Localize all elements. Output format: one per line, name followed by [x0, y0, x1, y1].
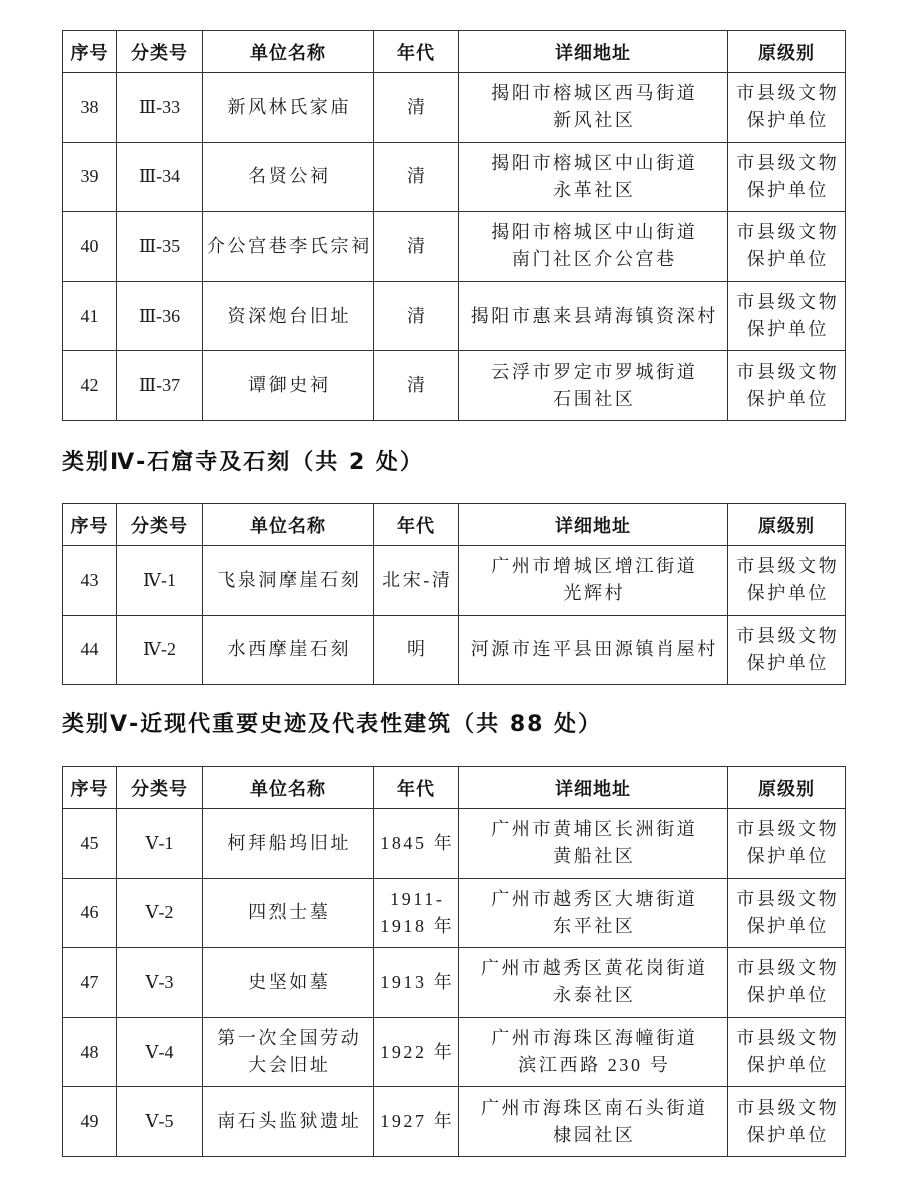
cell-code — [117, 615, 203, 685]
heritage-table-continued — [62, 30, 845, 421]
header-era: 年代 — [374, 767, 459, 809]
cell-line: 市县级文物 — [736, 888, 840, 909]
cell-line: 四烈士墓 — [248, 902, 331, 923]
cell-line: 市县级文物 — [736, 361, 840, 382]
table-header-row — [63, 504, 846, 546]
cell-line: 清 — [406, 375, 428, 396]
cell-line: 北宋-清 — [382, 569, 453, 590]
cell-line: 45 — [80, 832, 99, 853]
cell-line: 市县级文物 — [736, 222, 840, 243]
cell-name — [203, 615, 374, 685]
cell-code — [117, 73, 203, 143]
cell-line: 广州市海珠区南石头街道 — [480, 1097, 708, 1118]
cell-name — [203, 212, 374, 282]
cell-line: 市县级文物 — [736, 1028, 840, 1049]
heritage-table-category-5 — [62, 766, 845, 1157]
cell-address — [459, 212, 728, 282]
cell-line: 广州市黄埔区长洲街道 — [491, 819, 698, 840]
cell-line: 保护单位 — [746, 915, 829, 936]
cell-no — [63, 73, 117, 143]
cell-code — [117, 948, 203, 1018]
cell-era — [374, 1087, 459, 1157]
cell-era — [374, 546, 459, 616]
cell-line: 46 — [80, 902, 99, 923]
header-level: 原级别 — [728, 31, 846, 73]
cell-address — [459, 281, 728, 351]
cell-name — [203, 1017, 374, 1087]
cell-line: Ⅲ-36 — [138, 305, 181, 326]
cell-era — [374, 615, 459, 685]
cell-no — [63, 142, 117, 212]
cell-code — [117, 281, 203, 351]
cell-code — [117, 1017, 203, 1087]
cell-address — [459, 948, 728, 1018]
cell-line: 棣园社区 — [553, 1124, 636, 1145]
cell-no — [63, 1017, 117, 1087]
header-address: 详细地址 — [459, 504, 728, 546]
cell-line: 石围社区 — [553, 388, 636, 409]
cell-code — [117, 212, 203, 282]
header-era: 年代 — [374, 504, 459, 546]
cell-address — [459, 615, 728, 685]
cell-no — [63, 809, 117, 879]
cell-line: 43 — [80, 569, 99, 590]
cell-line: 保护单位 — [746, 388, 829, 409]
heritage-table — [62, 766, 846, 1157]
header-name: 单位名称 — [203, 767, 374, 809]
cell-line: 明 — [406, 639, 428, 660]
cell-line: 49 — [80, 1111, 99, 1132]
header-level: 原级别 — [728, 767, 846, 809]
cell-line: 南门社区介公宫巷 — [511, 249, 677, 270]
header-name: 单位名称 — [203, 504, 374, 546]
cell-line: 揭阳市榕城区中山街道 — [491, 222, 698, 243]
cell-era — [374, 878, 459, 948]
cell-level — [728, 212, 846, 282]
cell-name — [203, 948, 374, 1018]
cell-line: 市县级文物 — [736, 556, 840, 577]
cell-line: 市县级文物 — [736, 625, 840, 646]
cell-no — [63, 1087, 117, 1157]
cell-line: 市县级文物 — [736, 292, 840, 313]
cell-address — [459, 73, 728, 143]
cell-address — [459, 546, 728, 616]
cell-name — [203, 351, 374, 421]
cell-line: 广州市越秀区黄花岗街道 — [480, 958, 708, 979]
cell-level — [728, 351, 846, 421]
cell-no — [63, 615, 117, 685]
header-code: 分类号 — [117, 767, 203, 809]
cell-line: 44 — [80, 639, 99, 660]
table-row — [63, 1017, 846, 1087]
cell-line: Ⅴ-3 — [145, 971, 174, 992]
cell-era — [374, 948, 459, 1018]
cell-line: 保护单位 — [746, 179, 829, 200]
cell-line: Ⅳ-1 — [143, 569, 176, 590]
cell-line: 1845 年 — [380, 832, 455, 853]
table-row — [63, 142, 846, 212]
cell-line: 揭阳市榕城区中山街道 — [491, 152, 698, 173]
cell-level — [728, 1017, 846, 1087]
cell-name — [203, 73, 374, 143]
cell-level — [728, 142, 846, 212]
cell-era — [374, 1017, 459, 1087]
cell-no — [63, 212, 117, 282]
cell-code — [117, 809, 203, 879]
cell-era — [374, 73, 459, 143]
cell-code — [117, 1087, 203, 1157]
section-heading-category-4: 类别Ⅳ-石窟寺及石刻（共 2 处） — [62, 450, 424, 475]
cell-line: 42 — [80, 375, 99, 396]
table-row — [63, 212, 846, 282]
cell-line: 保护单位 — [746, 1124, 829, 1145]
table-row — [63, 351, 846, 421]
cell-level — [728, 73, 846, 143]
header-no: 序号 — [63, 504, 117, 546]
table-row — [63, 281, 846, 351]
cell-line: 38 — [80, 96, 99, 117]
cell-line: 飞泉洞摩崖石刻 — [217, 569, 362, 590]
cell-line: Ⅴ-5 — [145, 1111, 174, 1132]
cell-address — [459, 351, 728, 421]
cell-line: 1918 年 — [380, 915, 455, 936]
cell-line: 大会旧址 — [248, 1055, 331, 1076]
cell-line: 41 — [80, 305, 99, 326]
cell-line: 1922 年 — [380, 1041, 455, 1062]
cell-era — [374, 281, 459, 351]
header-no: 序号 — [63, 767, 117, 809]
cell-line: 47 — [80, 971, 99, 992]
cell-name — [203, 878, 374, 948]
heritage-table — [62, 503, 846, 685]
cell-level — [728, 281, 846, 351]
table-row — [63, 809, 846, 879]
header-address: 详细地址 — [459, 767, 728, 809]
header-code: 分类号 — [117, 504, 203, 546]
cell-address — [459, 1087, 728, 1157]
cell-line: 市县级文物 — [736, 958, 840, 979]
cell-line: 保护单位 — [746, 985, 829, 1006]
cell-line: 保护单位 — [746, 583, 829, 604]
cell-line: 新风林氏家庙 — [227, 96, 352, 117]
cell-line: 保护单位 — [746, 319, 829, 340]
cell-line: 云浮市罗定市罗城街道 — [491, 361, 698, 382]
cell-line: 保护单位 — [746, 652, 829, 673]
cell-line: 光辉村 — [563, 583, 626, 604]
table-row — [63, 1087, 846, 1157]
cell-era — [374, 142, 459, 212]
section-heading-category-5: 类别Ⅴ-近现代重要史迹及代表性建筑（共 88 处） — [62, 712, 603, 737]
cell-line: 市县级文物 — [736, 152, 840, 173]
cell-level — [728, 948, 846, 1018]
cell-line: 1913 年 — [380, 971, 455, 992]
header-level: 原级别 — [728, 504, 846, 546]
header-era: 年代 — [374, 31, 459, 73]
cell-level — [728, 615, 846, 685]
cell-address — [459, 142, 728, 212]
cell-line: 南石头监狱遗址 — [217, 1111, 362, 1132]
cell-line: Ⅲ-37 — [138, 375, 181, 396]
cell-line: 资深炮台旧址 — [227, 305, 352, 326]
cell-line: 48 — [80, 1041, 99, 1062]
cell-code — [117, 878, 203, 948]
header-no: 序号 — [63, 31, 117, 73]
cell-line: 清 — [406, 305, 428, 326]
cell-code — [117, 546, 203, 616]
cell-name — [203, 546, 374, 616]
cell-line: 市县级文物 — [736, 83, 840, 104]
cell-line: 1911- — [390, 888, 445, 909]
cell-line: 保护单位 — [746, 846, 829, 867]
cell-line: 第一次全国劳动 — [217, 1028, 362, 1049]
cell-level — [728, 809, 846, 879]
table-header-row — [63, 767, 846, 809]
cell-line: 清 — [406, 166, 428, 187]
heritage-table-category-4 — [62, 503, 845, 685]
cell-line: 黄船社区 — [553, 846, 636, 867]
cell-line: Ⅲ-33 — [138, 96, 181, 117]
cell-line: 柯拜船坞旧址 — [227, 832, 352, 853]
header-code: 分类号 — [117, 31, 203, 73]
cell-line: 介公宫巷李氏宗祠 — [206, 235, 372, 256]
cell-no — [63, 948, 117, 1018]
cell-line: 永泰社区 — [553, 985, 636, 1006]
cell-era — [374, 351, 459, 421]
cell-code — [117, 351, 203, 421]
cell-line: 市县级文物 — [736, 1097, 840, 1118]
cell-line: 史坚如墓 — [248, 971, 331, 992]
table-row — [63, 948, 846, 1018]
cell-line: 东平社区 — [553, 915, 636, 936]
cell-address — [459, 878, 728, 948]
cell-line: 1927 年 — [380, 1111, 455, 1132]
cell-line: 保护单位 — [746, 1055, 829, 1076]
cell-level — [728, 546, 846, 616]
cell-no — [63, 878, 117, 948]
table-row — [63, 73, 846, 143]
cell-level — [728, 1087, 846, 1157]
cell-line: 新风社区 — [553, 110, 636, 131]
cell-line: 河源市连平县田源镇肖屋村 — [470, 639, 718, 660]
cell-no — [63, 546, 117, 616]
cell-line: 名贤公祠 — [248, 166, 331, 187]
cell-line: Ⅳ-2 — [143, 639, 176, 660]
cell-name — [203, 281, 374, 351]
cell-line: Ⅴ-4 — [145, 1041, 174, 1062]
cell-line: Ⅴ-2 — [145, 902, 174, 923]
cell-line: 永革社区 — [553, 179, 636, 200]
cell-line: 广州市海珠区海幢街道 — [491, 1028, 698, 1049]
cell-era — [374, 212, 459, 282]
cell-line: 水西摩崖石刻 — [227, 639, 352, 660]
cell-code — [117, 142, 203, 212]
cell-line: 谭御史祠 — [248, 375, 331, 396]
header-address: 详细地址 — [459, 31, 728, 73]
table-header-row — [63, 31, 846, 73]
cell-line: Ⅲ-35 — [138, 235, 181, 256]
table-row — [63, 546, 846, 616]
table-row — [63, 878, 846, 948]
cell-era — [374, 809, 459, 879]
cell-line: 清 — [406, 235, 428, 256]
cell-line: 保护单位 — [746, 110, 829, 131]
cell-no — [63, 351, 117, 421]
cell-name — [203, 809, 374, 879]
cell-line: 广州市越秀区大塘街道 — [491, 888, 698, 909]
cell-line: 保护单位 — [746, 249, 829, 270]
table-row — [63, 615, 846, 685]
cell-name — [203, 142, 374, 212]
cell-name — [203, 1087, 374, 1157]
cell-line: Ⅴ-1 — [145, 832, 174, 853]
cell-address — [459, 1017, 728, 1087]
heritage-table — [62, 30, 846, 421]
cell-line: Ⅲ-34 — [138, 166, 181, 187]
cell-no — [63, 281, 117, 351]
cell-line: 市县级文物 — [736, 819, 840, 840]
cell-line: 39 — [80, 166, 99, 187]
cell-line: 40 — [80, 235, 99, 256]
cell-line: 广州市增城区增江街道 — [491, 556, 698, 577]
cell-line: 揭阳市榕城区西马街道 — [491, 83, 698, 104]
cell-line: 滨江西路 230 号 — [518, 1055, 671, 1076]
cell-level — [728, 878, 846, 948]
header-name: 单位名称 — [203, 31, 374, 73]
cell-address — [459, 809, 728, 879]
cell-line: 清 — [406, 96, 428, 117]
cell-line: 揭阳市惠来县靖海镇资深村 — [470, 305, 718, 326]
